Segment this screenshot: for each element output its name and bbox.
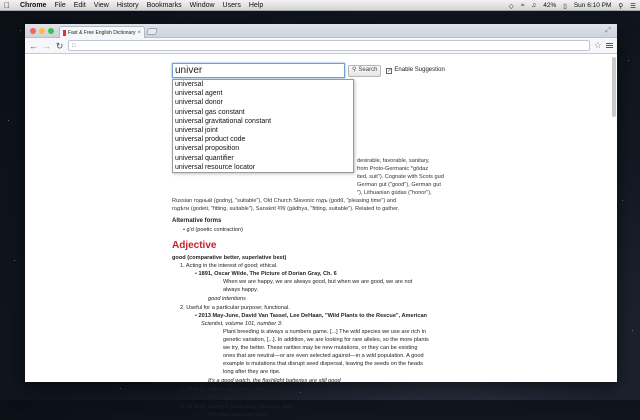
page-icon: □ (72, 42, 76, 49)
browser-window (25, 24, 617, 418)
list-item: • g'd (poetic contraction) (183, 227, 243, 233)
menu-bookmarks[interactable]: Bookmarks (146, 1, 182, 9)
etymology-text: ited, suit"). Cognate with Scots gud (357, 174, 444, 180)
menu-view[interactable]: View (93, 1, 109, 9)
suggestion-item[interactable]: universal joint (175, 127, 218, 135)
adjective-heading: Adjective (172, 240, 217, 251)
quote-citation: • 2013 May-June, David Van Tassel, Lee DeHaan, "Wild Plants to the Rescue", American (195, 313, 427, 319)
address-bar[interactable] (68, 40, 590, 51)
menu-window[interactable]: Window (189, 1, 215, 9)
minimize-window-button[interactable] (39, 28, 45, 34)
browser-toolbar (25, 38, 617, 54)
example: The food was very good. (208, 412, 270, 418)
menu-file[interactable]: File (54, 1, 66, 9)
favicon-icon (63, 30, 66, 36)
apple-icon[interactable] (4, 1, 14, 10)
sense-3: 3. Of food, edible; not stale or rotten. (180, 387, 271, 393)
example: good intentions (208, 296, 246, 302)
window-controls (30, 28, 54, 34)
enable-suggestion-checkbox[interactable] (386, 66, 444, 74)
quote-line: always happy. (223, 287, 259, 293)
quote-line: ones that are neutral—or are even selected against—in a wild population. A good (223, 353, 424, 359)
etymology-text: Russian годный (godnyj, "suitable"), Old Church Slavonic годъ (godŭ, "pleasing time") and (172, 198, 397, 204)
suggestion-item[interactable]: universal donor (175, 99, 223, 107)
menu-app-chrome[interactable]: Chrome (20, 1, 47, 9)
suggestion-dropdown (172, 79, 354, 173)
sense-1: 1. Acting in the interest of good; ethical. (180, 263, 278, 269)
menu-history[interactable]: History (116, 1, 139, 9)
fullscreen-icon[interactable]: ⤢ (605, 27, 611, 34)
sense-4: 4. Of food, having a particularly pleasant taste. (180, 404, 296, 410)
suggestion-item[interactable]: universal gas constant (175, 108, 245, 116)
quote-line: When we are happy, we are always good, but when we are good, we are not (223, 279, 413, 285)
sense-2: 2. Useful for a particular purpose; functional. (180, 305, 290, 311)
etymology-text: from Proto-Germanic *gōdaz (357, 166, 429, 172)
suggestion-item[interactable]: universal resource locator (175, 163, 256, 171)
bookmark-star-icon[interactable]: ☆ (593, 40, 602, 50)
suggestion-item[interactable]: universal agent (175, 90, 223, 98)
notification-center-icon[interactable]: ☰ (630, 2, 636, 10)
headword: good (comparative better, superlative best) (172, 255, 287, 261)
citation-continued: Scientist, volume 101, number 3: (201, 321, 283, 327)
suggestion-item[interactable]: universal (175, 81, 204, 88)
chrome-menu-icon[interactable] (606, 43, 613, 48)
magnifier-icon: ⚲ (352, 67, 357, 74)
close-tab-icon[interactable]: × (137, 29, 141, 36)
suggestion-item[interactable]: universal gravitational constant (175, 117, 272, 125)
quote-line: genetic variation, [...]. In addition, we are looking for rare alleles, so the more plants (223, 337, 429, 343)
etymology-text: German gut ("good"), German gut (357, 182, 441, 188)
quote-line: long after they are ripe. (223, 369, 281, 375)
tab-dictionary[interactable] (59, 26, 145, 38)
example: It's a good watch. the flashlight batteries are still good (208, 378, 341, 384)
zoom-window-button[interactable] (48, 28, 54, 34)
close-window-button[interactable] (30, 28, 36, 34)
volume-icon[interactable]: ♫ (531, 2, 537, 9)
tab-title: Fast & Free English Dictionary (67, 29, 136, 36)
wifi-icon[interactable]: ≈ (520, 2, 525, 9)
dropbox-icon[interactable]: ◇ (508, 2, 514, 10)
suggestion-item[interactable]: universal proposition (175, 145, 240, 153)
back-arrow-icon[interactable]: ← (29, 40, 38, 51)
citation-text: 2013 May-June, David Van Tassel, Lee DeHaan, "Wild Plants to the Rescue", American (198, 313, 427, 319)
new-tab-button[interactable] (146, 28, 158, 35)
search-button[interactable] (348, 65, 381, 77)
quote-line: Plant breeding is always a numbers game. [...] The wild species we use are rich in (223, 329, 426, 335)
quote-citation: • 1891, Oscar Wilde, The Picture of Dorian Gray, Ch. 6 (195, 271, 337, 277)
suggestion-item[interactable]: universal quantifier (175, 154, 234, 162)
example: The bread is still good. (208, 395, 265, 401)
mac-menubar (0, 0, 640, 11)
search-button-label: Search (358, 67, 378, 74)
citation-text: 1891, Oscar Wilde, The Picture of Dorian Gray, Ch. 6 (198, 271, 337, 277)
alt-form-text: g'd (poetic contraction) (186, 227, 243, 233)
checkbox-checked-icon[interactable]: ✓ (387, 67, 392, 74)
alternative-forms-heading: Alternative forms (172, 218, 222, 224)
search-input[interactable] (172, 63, 345, 78)
checkbox-label: Enable Suggestion (394, 67, 445, 74)
suggestion-item[interactable]: universal product code (175, 136, 246, 144)
clock[interactable]: Sun 6:10 PM (573, 2, 612, 9)
page-content (25, 55, 617, 418)
quote-line: example is mutations that disrupt seed dispersal, leaving the seeds on the heads (223, 361, 423, 367)
spotlight-icon[interactable]: ⚲ (618, 2, 624, 10)
menu-help[interactable]: Help (248, 1, 264, 9)
menu-users[interactable]: Users (222, 1, 241, 9)
menu-edit[interactable]: Edit (73, 1, 86, 9)
tab-strip (25, 24, 617, 38)
reload-icon[interactable]: ↻ (55, 40, 64, 51)
search-bar (172, 63, 445, 78)
quote-line: we try, the better. These rarities may be new mutations, or they can be existing (223, 345, 418, 351)
battery-icon: ▯ (563, 2, 567, 10)
etymology-text: годѣти (godeti, "fitting, suitable"), Sanskrit गाध (gādhya, "fitting, suitable"). Related to gather. (172, 206, 400, 212)
etymology-text: desirable, favorable, sanitary, (357, 158, 430, 164)
scrollbar[interactable] (612, 57, 616, 117)
battery-percent[interactable]: 42% (543, 2, 557, 9)
forward-arrow-icon[interactable]: → (42, 40, 51, 51)
etymology-text: "), Lithuanian gúdas ("honor"), (357, 190, 432, 196)
